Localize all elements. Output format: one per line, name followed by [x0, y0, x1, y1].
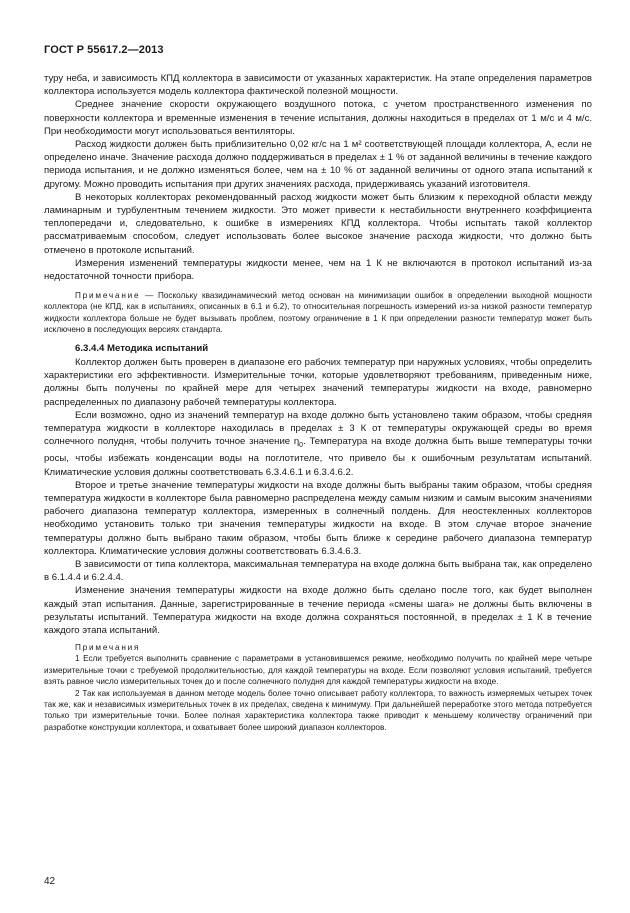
section-title: 6.3.4.4 Методика испытаний	[75, 343, 209, 355]
note-text: — Поскольку квазидинамический метод основан на минимизации ошибок в определении выходной мощности коллектора (не КПД, как в испытаниях, описанных в 6.1 и 6.2), то относительная погрешность измерений из-за низкой разности температур жидкости коллектора больше не будет вызывать проблем, поэтому ограничение в 1 К при определении разности температур может быть исключено в последующих версиях стандарта.	[44, 291, 592, 334]
standard-header: ГОСТ Р 55617.2—2013	[44, 44, 164, 56]
note-item: 2 Так как используемая в данном методе модель более точно описывает работу коллектора, то важность измеряемых четырех точек так же, как и независимых измерительных точек в их пределах, сведена к минимуму. При дальнейшей переработке этого метода потребуется только три измерительные точки. Более полная характеристика коллектора также приводит к меньшему количеству ограничений при разработке конструкции коллектора, и охватывает более широкий диапазон коллекторов.	[44, 689, 592, 732]
notes-block	[44, 642, 592, 733]
eta-subscript: 0	[299, 442, 304, 450]
paragraph: Расход жидкости должен быть приблизительно 0,02 кг/с на 1 м² соответствующей площади коллектора, А, если не определено иначе. Значение расхода должно поддерживаться в пределах ± 1 % от заданной величины в течение каждого периода испытания, и не должно изменяться более, чем на ± 10 % от заданной величины от одного этапа испытаний к другому. Можно проводить испытания при других значениях расхода, придерживаясь указаний изготовителя.	[44, 139, 592, 190]
paragraph: Среднее значение скорости окружающего воздушного потока, с учетом пространственного изменения по поверхности коллектора и временные изменения в течение испытания, должны находиться в пределах от 1 м/с и 4 м/с. При необходимости могут использоваться вентиляторы.	[44, 99, 592, 137]
note	[44, 290, 592, 335]
eta-text-before: Если возможно, одно из значений температур на входе должно быть установлено таким образом, чтобы средняя температура жидкости в коллекторе находилась в пределах ± 3 К от температуры окружающей среды во время солнечного полудня, чтобы получить точное значение η	[44, 409, 592, 448]
eta-text-after: . Температура на входе должна быть выше температуры точки росы, чтобы избежать конденсации воды на поглотителе, что привело бы к ошибочным результатам испытаний. Климатические условия должны соответствовать 6.3.4.6.1 и 6.3.4.6.2.	[44, 436, 592, 478]
note-item: 1 Если требуется выполнить сравнение с параметрами в установившемся режиме, необходимо получить по крайней мере четыре измерительные точки с требуемой продолжительностью, для каждой температуры на входе. Если позволяют условия испытаний, требуется взять равное число измерительных точек до и после солнечного полудня для каждой температуры жидкости на входе.	[44, 654, 592, 686]
page-number: 42	[44, 876, 56, 887]
notes-title: Примечания	[75, 643, 141, 653]
note-label: Примечание	[75, 291, 141, 301]
paragraph: Второе и третье значение температуры жидкости на входе должны быть выбраны таким образом, чтобы средняя температура жидкости в коллекторе была равномерно распределена между самым низким и самым высоким значениями рабочего диапазона температур коллектора, измеренных в солнечный полдень. Для неостекленных коллекторов необходимо установить только три значения температуры жидкости на входе. В этом случае второе значение температуры должно быть выбрано таким образом, чтобы быть ближе к середине рабочего диапазона температур коллектора. Климатические условия должны соответствовать 6.3.4.6.3.	[44, 479, 592, 557]
paragraph: туру неба, и зависимость КПД коллектора в зависимости от указанных характеристик. На этапе определения параметров коллектора используется модель коллектора фактической полезной мощности.	[44, 73, 592, 98]
body-text	[44, 72, 592, 733]
paragraph-eta	[44, 409, 592, 479]
paragraph: Коллектор должен быть проверен в диапазоне его рабочих температур при наружных условиях, чтобы определить характеристики его эффективности. Измерительные точки, которые удовлетворяют требованиям, приведенным ниже, должны быть получены по крайней мере для четырех значений температуры жидкости на входе, равномерно распределенных по диапазону рабочей температуры коллектора.	[44, 357, 592, 408]
paragraph: В некоторых коллекторах рекомендованный расход жидкости может быть близким к переходной области между ламинарным и турбулентным течением жидкости. Это может привести к нестабильности внутреннего коэффициента теплопередачи и, следовательно, к ошибке в измерениях КПД коллектора. Чтобы испытать такой коллектор рассматриваемым способом, следует использовать более высокое значение расхода жидкости, что должно быть отмечено в протоколе испытаний.	[44, 191, 592, 256]
paragraph: Изменение значения температуры жидкости на входе должно быть сделано после того, как будет выполнен каждый этап испытания. Данные, зарегистрированные в течение периода «смены шага» не должны быть включены в результаты испытаний. Температура жидкости на входе должна сохраняться постоянной, в пределах ± 1 К в течение каждого этапа испытаний.	[44, 585, 592, 637]
paragraph: Измерения изменений температуры жидкости менее, чем на 1 К не включаются в протокол испытаний из-за недостаточной точности прибора.	[44, 257, 592, 283]
paragraph: В зависимости от типа коллектора, максимальная температура на входе должна быть выбрана так, как определено в 6.1.4.4 и 6.2.4.4.	[44, 559, 592, 584]
